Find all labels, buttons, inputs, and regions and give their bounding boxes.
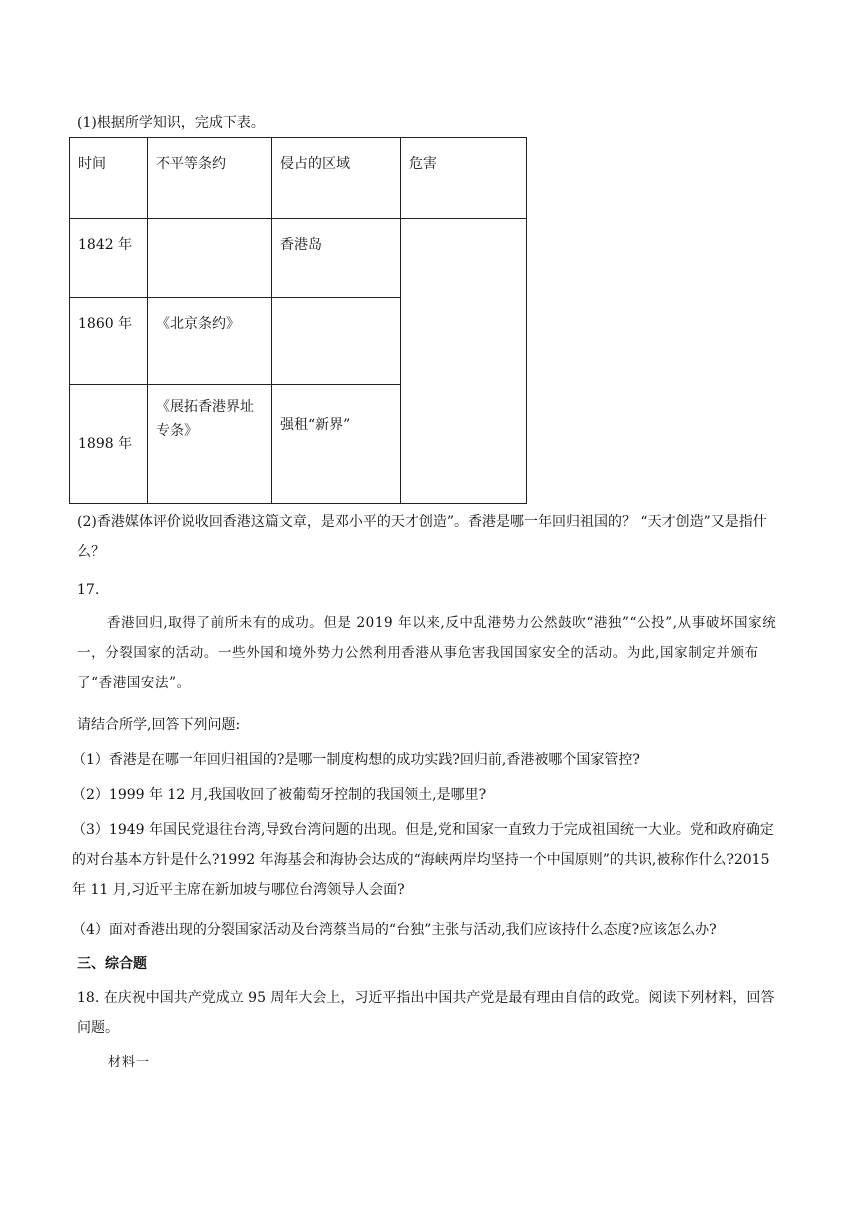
row-1842-area: 香港岛: [272, 219, 401, 298]
section3-title: 三、综合题: [77, 956, 147, 972]
q17-question-2: （2）1999 年 12 月,我国收回了被葡萄牙控制的我国领土,是哪里?: [72, 787, 487, 803]
row-1898-time: 1898 年: [70, 385, 148, 504]
q17-question-1: （1）香港是在哪一年回归祖国的?是哪一制度构想的成功实践?回归前,香港被哪个国家管控?: [72, 752, 640, 768]
header-harm: 危害: [401, 138, 527, 219]
q16-part2: (2)香港媒体评价说收回香港这篇文章，是邓小平的天才创造”。香港是哪一年回归祖国的？ “天才创造”又是指什么？: [77, 514, 767, 560]
row-1860-treaty: 《北京条约》: [148, 298, 272, 385]
row-1860-time: 1860 年: [70, 298, 148, 385]
q17-question-3: （3）1949 年国民党退往台湾,导致台湾问题的出现。但是,党和国家一直致力于完成祖国统一大业。党和政府确定的对台基本方针是什么?1992 年海基会和海协会达成的“海峡两岸均坚持一个中国原则”的共识,被称作什么?2015 年 11 月,习近平主席在新加坡与哪位台湾领导人会面?: [72, 822, 774, 898]
harm-cell: [401, 219, 527, 504]
table-row: [70, 219, 527, 298]
table-header-row: [70, 138, 527, 219]
header-area: 侵占的区域: [272, 138, 401, 219]
row-1842-treaty: [148, 219, 272, 298]
row-1842-time: 1842 年: [70, 219, 148, 298]
q17-material: 香港回归,取得了前所未有的成功。但是 2019 年以来,反中乱港势力公然鼓吹“港独”“公投”,从事破坏国家统一，分裂国家的活动。一些外国和境外势力公然利用香港从事危害我国国家安全的活动。为此,国家制定并颁布了“香港国安法”。: [77, 615, 777, 691]
treaty-table: [69, 137, 527, 504]
q16-part1: (1)根据所学知识，完成下表。: [77, 115, 265, 131]
row-1860-area: [272, 298, 401, 385]
q18-material-label: 材料一: [108, 1055, 151, 1070]
q17-prompt: 请结合所学,回答下列问题:: [77, 717, 241, 733]
header-treaty: 不平等条约: [148, 138, 272, 219]
row-1898-treaty: 《展拓香港界址专条》: [148, 385, 272, 504]
q17-question-4: （4）面对香港出现的分裂国家活动及台湾蔡当局的“台独”主张与活动,我们应该持什么态度?应该怎么办?: [72, 922, 717, 938]
q17-number: 17.: [77, 582, 100, 598]
row-1898-area: 强租“新界”: [272, 385, 401, 504]
header-time: 时间: [70, 138, 148, 219]
q18-text: 18. 在庆祝中国共产党成立 95 周年大会上，习近平指出中国共产党是最有理由自信的政党。阅读下列材料，回答问题。: [77, 990, 775, 1036]
